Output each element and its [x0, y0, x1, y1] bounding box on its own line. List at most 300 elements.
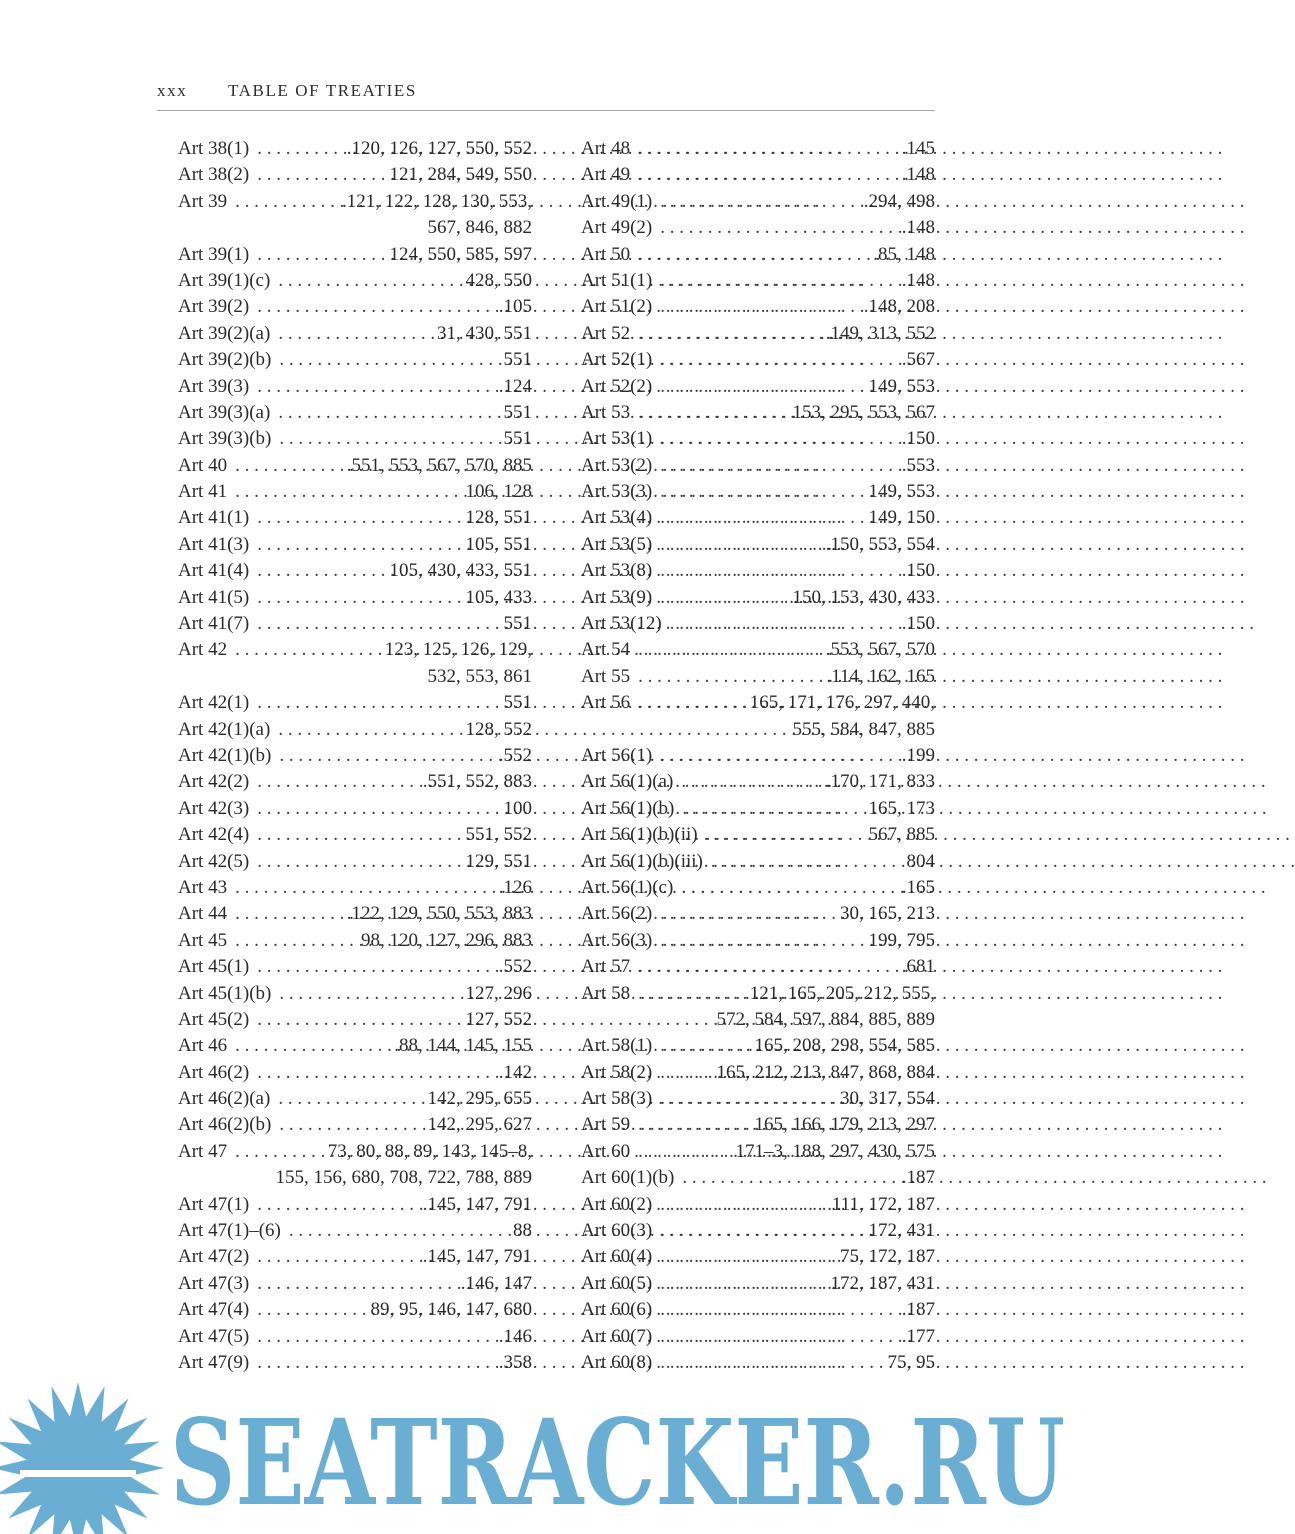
- entry-pages: .187: [901, 1167, 935, 1189]
- entry-pages: 105, 430, 433, 551: [389, 560, 532, 582]
- index-entry: [581, 558, 935, 584]
- left-index-column: [178, 136, 532, 1376]
- entry-pages: 30, 165, 213: [840, 903, 935, 925]
- entry-pages: .145, 147, 791: [422, 1246, 532, 1268]
- dot-leader: [257, 374, 497, 400]
- dot-leader: [257, 1297, 368, 1323]
- dot-leader: [257, 690, 501, 716]
- index-entry: [178, 822, 532, 848]
- sun-horizon: [20, 1470, 136, 1477]
- dot-leader: [660, 374, 866, 400]
- dot-leader: [278, 268, 463, 294]
- dot-leader: [660, 1350, 885, 1376]
- entry-pages: 75, 95: [887, 1351, 935, 1373]
- entry-pages: 128, 551: [465, 507, 532, 529]
- entry-label: Art 47(4): [178, 1299, 250, 1321]
- entry-label: Art 47(5): [178, 1325, 250, 1347]
- dot-leader: [638, 242, 871, 268]
- entry-pages: 129, 551: [465, 850, 532, 872]
- index-entry: [581, 1192, 935, 1218]
- dot-leader: [660, 189, 862, 215]
- entry-label: Art 47(1)–(6): [178, 1220, 281, 1242]
- index-entry: [581, 1324, 935, 1350]
- dot-leader: [235, 453, 345, 479]
- dot-leader: [257, 769, 421, 795]
- index-entry: [178, 1007, 532, 1033]
- index-entry: [178, 268, 532, 294]
- entry-pages: .146: [498, 1325, 532, 1347]
- dot-leader: [660, 1192, 830, 1218]
- dot-leader: [257, 136, 345, 162]
- entry-label: Art 38(1): [178, 138, 250, 159]
- entry-label: Art 46: [178, 1035, 228, 1057]
- dot-leader: [279, 426, 501, 452]
- entry-pages: 551: [503, 613, 532, 635]
- dot-leader: [660, 558, 900, 584]
- entry-label: Art 41: [178, 481, 228, 503]
- index-entry: [178, 690, 532, 716]
- entry-label: Art 53(4): [581, 507, 653, 529]
- index-entry: [178, 585, 532, 611]
- entry-label: Art 45(2): [178, 1008, 250, 1030]
- dot-leader: [638, 321, 824, 347]
- entry-label: Art 42(1): [178, 692, 250, 714]
- entry-pages: .170, 171, 833: [825, 771, 935, 793]
- dot-leader: [638, 400, 790, 426]
- seatracker-watermark: [0, 1376, 1080, 1534]
- entry-label: Art 60(1)(b): [581, 1167, 675, 1189]
- entry-label: Art 47(3): [178, 1272, 250, 1294]
- index-entry: [178, 743, 532, 769]
- dot-leader: [638, 690, 748, 716]
- dot-leader: [660, 1324, 900, 1350]
- entry-pages: .551, 552, 883: [422, 771, 532, 793]
- running-head: [157, 78, 935, 111]
- entry-label: Art 42(3): [178, 797, 250, 819]
- entry-pages: 149, 553: [868, 481, 935, 503]
- index-entry: [581, 796, 935, 822]
- entry-pages: .124: [498, 375, 532, 397]
- entry-pages: .165: [901, 876, 935, 898]
- index-entry: [178, 189, 532, 242]
- index-entry: [178, 1218, 532, 1244]
- entry-label: Art 53: [581, 401, 631, 423]
- dot-leader: [257, 532, 463, 558]
- watermark-text: SEATRACKER.RU: [170, 1393, 1065, 1532]
- dot-leader: [235, 637, 383, 663]
- index-entry: [178, 1244, 532, 1270]
- entry-pages: .199: [901, 744, 935, 766]
- dot-leader: [279, 347, 501, 373]
- entry-label: Art 54: [581, 639, 631, 661]
- index-entry: [178, 347, 532, 373]
- index-entry: [178, 479, 532, 505]
- index-entry: [178, 400, 532, 426]
- entry-pages: 111, 172, 187: [831, 1193, 935, 1215]
- entry-pages: 551, 552: [465, 824, 532, 846]
- entry-label: Art 39(3): [178, 375, 250, 397]
- entry-label: Art 60: [581, 1140, 631, 1162]
- dot-leader: [711, 849, 905, 875]
- entry-pages: 121, 165, 205, 212, 555,: [749, 982, 935, 1004]
- entry-label: Art 53(3): [581, 481, 653, 503]
- dot-leader: [660, 585, 790, 611]
- dot-leader: [660, 268, 900, 294]
- dot-leader: [279, 743, 496, 769]
- entry-label: Art 53(2): [581, 454, 653, 476]
- entry-pages: .150: [901, 428, 935, 450]
- dot-leader: [660, 479, 866, 505]
- dot-leader: [681, 769, 823, 795]
- entry-pages: 88: [513, 1220, 532, 1242]
- entry-label: Art 45(1): [178, 956, 250, 978]
- dot-leader: [638, 162, 900, 188]
- index-entry: [581, 954, 935, 980]
- entry-pages-continued: 532, 553, 861: [427, 665, 532, 687]
- entry-pages-continued: 155, 156, 680, 708, 722, 788, 889: [275, 1167, 532, 1189]
- dot-leader: [257, 1244, 421, 1270]
- entry-pages: 150, 153, 430, 433: [792, 586, 935, 608]
- entry-pages-continued: 567, 846, 882: [427, 217, 532, 239]
- index-entry: [581, 981, 935, 1034]
- dot-leader: [660, 901, 838, 927]
- entry-pages: 149, 150: [868, 507, 935, 529]
- dot-leader: [279, 981, 463, 1007]
- index-entry: [581, 162, 935, 188]
- dot-leader: [638, 664, 824, 690]
- entry-pages: 171–3, 188, 297, 430, 575: [735, 1140, 935, 1162]
- entry-pages: .150: [901, 613, 935, 635]
- entry-label: Art 60(2): [581, 1193, 653, 1215]
- dot-leader: [660, 1297, 900, 1323]
- dot-leader: [660, 294, 862, 320]
- index-entry: [581, 1244, 935, 1270]
- entry-label: Art 41(3): [178, 533, 250, 555]
- entry-pages: 73, 80, 88, 89, 143, 145–8,: [327, 1140, 532, 1162]
- entry-pages: .145: [901, 138, 935, 159]
- index-entry: [581, 453, 935, 479]
- dot-leader: [660, 532, 824, 558]
- entry-label: Art 41(4): [178, 560, 250, 582]
- dot-leader: [638, 1112, 752, 1138]
- index-entry: [178, 532, 532, 558]
- entry-label: Art 53(12): [581, 613, 662, 635]
- entry-pages: 31, 430, 551: [437, 322, 532, 344]
- index-entry: [581, 928, 935, 954]
- index-entry: [178, 875, 532, 901]
- entry-pages: .88, 144, 145, 155: [394, 1035, 532, 1057]
- entry-pages: 199, 795: [868, 929, 935, 951]
- entry-pages: 106, 128: [465, 481, 532, 503]
- index-entry: [178, 1086, 532, 1112]
- entry-label: Art 60(8): [581, 1351, 653, 1373]
- entry-pages: 567, 885: [868, 824, 935, 846]
- index-entry: [581, 1165, 935, 1191]
- entry-pages: .85, 148: [873, 243, 935, 265]
- entry-label: Art 42(1)(b): [178, 744, 272, 766]
- index-entry: [178, 796, 532, 822]
- entry-label: Art 56(1): [581, 744, 653, 766]
- index-entry: [178, 1139, 532, 1192]
- dot-leader: [257, 611, 501, 637]
- entry-label: Art 43: [178, 876, 228, 898]
- entry-label: Art 57: [581, 956, 631, 978]
- entry-pages: 172, 431: [868, 1220, 935, 1242]
- dot-leader: [660, 1033, 752, 1059]
- dot-leader: [257, 1007, 463, 1033]
- entry-label: Art 41(7): [178, 613, 250, 635]
- entry-label: Art 47(2): [178, 1246, 250, 1268]
- entry-label: Art 58(2): [581, 1061, 653, 1083]
- index-entry: [581, 611, 935, 637]
- entry-label: Art 51(2): [581, 296, 653, 318]
- index-entry: [581, 690, 935, 743]
- entry-label: Art 60(7): [581, 1325, 653, 1347]
- index-entry: [178, 611, 532, 637]
- sun-disc: [28, 1418, 128, 1518]
- dot-leader: [660, 453, 900, 479]
- index-entry: [581, 1350, 935, 1376]
- index-entry: [581, 1112, 935, 1138]
- entry-pages: .150: [901, 560, 935, 582]
- index-entry: [581, 637, 935, 663]
- entry-label: Art 38(2): [178, 164, 250, 186]
- dot-leader: [257, 1060, 497, 1086]
- index-entry: [178, 1324, 532, 1350]
- dot-leader: [235, 1139, 326, 1165]
- entry-label: Art 42(2): [178, 771, 250, 793]
- entry-pages: 100: [503, 797, 532, 819]
- entry-pages: .149, 313, 552: [825, 322, 935, 344]
- entry-label: Art 59: [581, 1114, 631, 1136]
- index-entry: [581, 585, 935, 611]
- entry-label: Art 53(1): [581, 428, 653, 450]
- entry-label: Art 46(2): [178, 1061, 250, 1083]
- dot-leader: [682, 796, 866, 822]
- dot-leader: [638, 637, 824, 663]
- entry-pages: 153, 295, 553, 567: [792, 401, 935, 423]
- index-entry: [178, 637, 532, 690]
- index-entry: [581, 400, 935, 426]
- index-entry: [581, 1218, 935, 1244]
- entry-label: Art 56(1)(a): [581, 771, 674, 793]
- entry-label: Art 58: [581, 982, 631, 1004]
- index-entry: [178, 294, 532, 320]
- entry-pages: .150, 553, 554: [825, 533, 935, 555]
- entry-pages: .126: [498, 876, 532, 898]
- entry-pages: .552: [498, 744, 532, 766]
- entry-label: Art 55: [581, 665, 631, 687]
- index-entry: [581, 426, 935, 452]
- entry-pages: 172, 187, 431: [830, 1272, 935, 1294]
- index-entry: [178, 374, 532, 400]
- entry-pages: 123, 125, 126, 129,: [384, 639, 532, 661]
- entry-pages: 165, 212, 213, 847, 868, 884: [716, 1061, 935, 1083]
- entry-label: Art 53(5): [581, 533, 653, 555]
- entry-label: Art 46(2)(b): [178, 1114, 272, 1136]
- index-entry: [178, 1033, 532, 1059]
- dot-leader: [278, 717, 463, 743]
- entry-label: Art 56(1)(b): [581, 797, 675, 819]
- entry-label: Art 39: [178, 190, 228, 212]
- entry-label: Art 39(3)(a): [178, 401, 271, 423]
- index-entry: [581, 505, 935, 531]
- index-entry: [581, 822, 935, 848]
- dot-leader: [235, 928, 359, 954]
- entry-pages: 75, 172, 187: [840, 1246, 935, 1268]
- sun-icon: [0, 1382, 164, 1534]
- entry-label: Art 52: [581, 322, 631, 344]
- dot-leader: [257, 1271, 459, 1297]
- entry-pages: 127, 296: [465, 982, 532, 1004]
- entry-label: Art 41(1): [178, 507, 250, 529]
- dot-leader: [660, 426, 900, 452]
- entry-label: Art 42(5): [178, 850, 250, 872]
- index-entry: [581, 374, 935, 400]
- index-entry: [581, 532, 935, 558]
- page-folio: xxx: [157, 81, 188, 100]
- entry-pages: .145, 147, 791: [422, 1193, 532, 1215]
- index-entry: [178, 136, 532, 162]
- entry-pages: 105, 551: [465, 533, 532, 555]
- entry-pages: .121, 122, 128, 130, 553,: [342, 190, 532, 212]
- dot-leader: [235, 189, 340, 215]
- entry-pages: 165, 173: [868, 797, 935, 819]
- dot-leader: [706, 822, 867, 848]
- entry-pages: .148: [901, 164, 935, 186]
- index-entry: [581, 743, 935, 769]
- entry-label: Art 46(2)(a): [178, 1088, 271, 1110]
- entry-pages: .114, 162, 165: [826, 665, 935, 687]
- index-entry: [178, 558, 532, 584]
- entry-pages: .148: [901, 217, 935, 239]
- entry-label: Art 47(9): [178, 1351, 250, 1373]
- entry-label: Art 56(2): [581, 903, 653, 925]
- entry-pages: 127, 552: [465, 1008, 532, 1030]
- entry-label: Art 47: [178, 1140, 228, 1162]
- dot-leader: [278, 400, 501, 426]
- index-entry: [581, 1060, 935, 1086]
- dot-leader: [257, 1324, 497, 1350]
- index-entry: [178, 321, 532, 347]
- dot-leader: [257, 1350, 497, 1376]
- dot-leader: [279, 1112, 425, 1138]
- dot-leader: [235, 901, 345, 927]
- index-entry: [178, 849, 532, 875]
- dot-leader: [257, 1192, 421, 1218]
- entry-pages: 128, 552: [465, 718, 532, 740]
- index-entry: [178, 769, 532, 795]
- index-entry: [581, 215, 935, 241]
- index-entry: [581, 664, 935, 690]
- dot-leader: [257, 954, 497, 980]
- entry-pages: 121, 284, 549, 550: [389, 164, 532, 186]
- entry-label: Art 42: [178, 639, 228, 661]
- index-entry: [581, 347, 935, 373]
- index-entry: [178, 505, 532, 531]
- dot-leader: [235, 479, 463, 505]
- index-entry: [581, 136, 935, 162]
- entry-label: Art 60(5): [581, 1272, 653, 1294]
- entry-pages: .142: [498, 1061, 532, 1083]
- entry-pages: .553, 567, 570: [825, 639, 935, 661]
- entry-label: Art 56: [581, 692, 631, 714]
- entry-pages: .122, 129, 550, 553, 883: [346, 903, 532, 925]
- dot-leader: [682, 1165, 899, 1191]
- dot-leader: [235, 1033, 392, 1059]
- index-entry: [178, 1271, 532, 1297]
- entry-pages: 551: [503, 349, 532, 371]
- entry-pages: .553: [901, 454, 935, 476]
- dot-leader: [660, 1060, 714, 1086]
- entry-label: Art 58(1): [581, 1035, 653, 1057]
- dot-leader: [257, 558, 387, 584]
- index-entry: [581, 1139, 935, 1165]
- index-entry: [178, 453, 532, 479]
- dot-leader: [257, 585, 463, 611]
- entry-label: Art 39(1)(c): [178, 269, 271, 291]
- entry-label: Art 42(4): [178, 824, 250, 846]
- dot-leader: [257, 849, 463, 875]
- entry-label: Art 45: [178, 929, 228, 951]
- entry-label: Art 52(2): [581, 375, 653, 397]
- entry-label: Art 49(1): [581, 190, 653, 212]
- dot-leader: [257, 294, 497, 320]
- entry-label: Art 44: [178, 903, 228, 925]
- index-entry: [178, 1192, 532, 1218]
- index-entry: [581, 1033, 935, 1059]
- index-entry: [178, 901, 532, 927]
- entry-pages: 165, 171, 176, 297, 440,: [749, 692, 935, 714]
- entry-label: Art 39(2): [178, 296, 250, 318]
- entry-pages: .187: [901, 1299, 935, 1321]
- entry-pages: 124, 550, 585, 597: [389, 243, 532, 265]
- page-title: TABLE OF TREATIES: [228, 81, 417, 100]
- dot-leader: [660, 928, 866, 954]
- index-entry: [581, 1086, 935, 1112]
- entry-pages: 428, 550: [465, 269, 532, 291]
- index-entry: [581, 901, 935, 927]
- dot-leader: [257, 162, 387, 188]
- entry-label: Art 60(6): [581, 1299, 653, 1321]
- index-entry: [581, 1297, 935, 1323]
- index-entry: [178, 242, 532, 268]
- dot-leader: [278, 1086, 425, 1112]
- entry-label: Art 39(3)(b): [178, 428, 272, 450]
- index-entry: [581, 242, 935, 268]
- index-entry: [178, 1297, 532, 1323]
- index-entry: [581, 268, 935, 294]
- index-entry: [581, 769, 935, 795]
- entry-pages: .552: [498, 956, 532, 978]
- entry-pages: 30, 317, 554: [840, 1088, 935, 1110]
- entry-label: Art 60(3): [581, 1220, 653, 1242]
- entry-label: Art 48: [581, 138, 631, 159]
- index-entry: [581, 321, 935, 347]
- index-entry: [581, 875, 935, 901]
- dot-leader: [257, 796, 501, 822]
- entry-pages: 804: [906, 850, 935, 872]
- entry-pages: 105, 433: [465, 586, 532, 608]
- entry-label: Art 56(1)(c): [581, 876, 674, 898]
- index-entry: [178, 928, 532, 954]
- entry-pages: .120, 126, 127, 550, 552: [346, 138, 532, 159]
- dot-leader: [638, 981, 748, 1007]
- entry-pages: .148: [901, 269, 935, 291]
- entry-label: Art 40: [178, 454, 228, 476]
- entry-pages: 149, 553: [868, 375, 935, 397]
- entry-label: Art 56(1)(b)(iii): [581, 850, 703, 872]
